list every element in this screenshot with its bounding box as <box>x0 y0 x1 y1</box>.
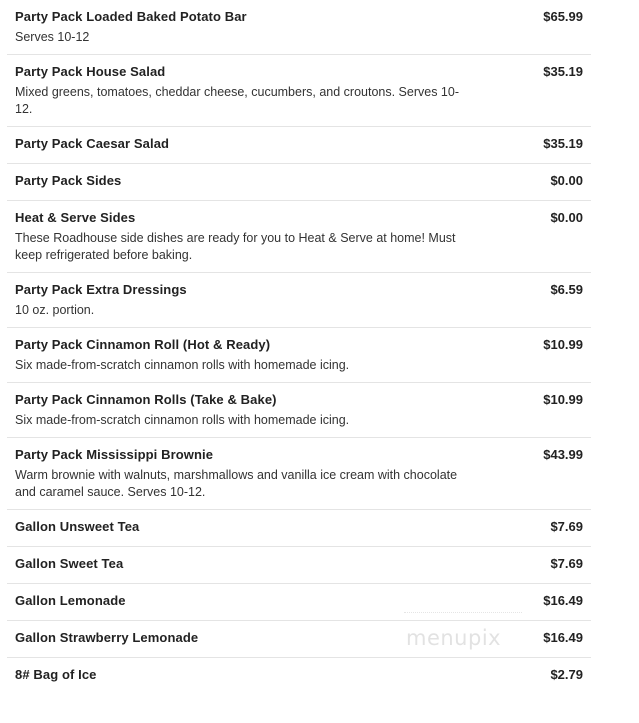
menu-list <box>7 0 591 694</box>
item-name: Heat & Serve Sides <box>15 210 136 225</box>
item-name: Gallon Sweet Tea <box>15 556 124 571</box>
item-name: Party Pack Caesar Salad <box>15 136 170 151</box>
menu-item-mississippi-brownie[interactable] <box>7 438 591 510</box>
item-description: Warm brownie with walnuts, marshmallows and vanilla ice cream with chocolate and caramel sauce. Serves 10-12. <box>15 468 458 499</box>
item-description: Mixed greens, tomatoes, cheddar cheese, cucumbers, and croutons. Serves 10-12. <box>15 85 459 116</box>
item-name: Gallon Strawberry Lemonade <box>15 630 199 645</box>
menu-item-house-salad[interactable] <box>7 55 591 127</box>
item-name: Party Pack Cinnamon Rolls (Take & Bake) <box>15 392 277 407</box>
menu-item-gallon-unsweet-tea[interactable] <box>7 510 591 547</box>
item-description: Six made-from-scratch cinnamon rolls with homemade icing. <box>15 413 350 427</box>
item-price: $2.79 <box>550 667 583 682</box>
item-price: $35.19 <box>543 64 583 79</box>
item-description: 10 oz. portion. <box>15 303 95 317</box>
menu-item-loaded-baked-potato-bar[interactable] <box>7 0 591 55</box>
menu-item-gallon-sweet-tea[interactable] <box>7 547 591 584</box>
item-name: Party Pack Sides <box>15 173 122 188</box>
item-price: $16.49 <box>543 593 583 608</box>
item-price: $65.99 <box>543 9 583 24</box>
item-description: These Roadhouse side dishes are ready for you to Heat & Serve at home! Must keep refrigerated before baking. <box>15 231 456 262</box>
item-price: $7.69 <box>550 556 583 571</box>
menu-item-extra-dressings[interactable] <box>7 273 591 328</box>
item-name: Party Pack House Salad <box>15 64 166 79</box>
item-description: Serves 10-12 <box>15 30 90 44</box>
item-name: Gallon Lemonade <box>15 593 126 608</box>
menu-item-bag-of-ice[interactable] <box>7 658 591 694</box>
item-name: Party Pack Cinnamon Roll (Hot & Ready) <box>15 337 271 352</box>
watermark-text: menupix <box>406 626 502 650</box>
item-name: Gallon Unsweet Tea <box>15 519 140 534</box>
item-name: Party Pack Extra Dressings <box>15 282 187 297</box>
menu-item-gallon-lemonade[interactable] <box>7 584 591 621</box>
item-price: $35.19 <box>543 136 583 151</box>
item-price: $0.00 <box>550 210 583 225</box>
item-name: 8# Bag of Ice <box>15 667 97 682</box>
item-name: Party Pack Loaded Baked Potato Bar <box>15 9 247 24</box>
item-price: $7.69 <box>550 519 583 534</box>
menu-item-gallon-strawberry-lemonade[interactable] <box>7 621 591 658</box>
menu-item-caesar-salad[interactable] <box>7 127 591 164</box>
item-price: $0.00 <box>550 173 583 188</box>
menu-item-cinnamon-rolls-take-bake[interactable] <box>7 383 591 438</box>
item-price: $10.99 <box>543 337 583 352</box>
item-name: Party Pack Mississippi Brownie <box>15 447 214 462</box>
menu-item-heat-and-serve-sides[interactable] <box>7 201 591 273</box>
item-price: $10.99 <box>543 392 583 407</box>
menu-item-sides[interactable] <box>7 164 591 201</box>
item-price: $16.49 <box>543 630 583 645</box>
item-description: Six made-from-scratch cinnamon rolls with homemade icing. <box>15 358 350 372</box>
item-price: $43.99 <box>543 447 583 462</box>
item-price: $6.59 <box>550 282 583 297</box>
menu-item-cinnamon-roll-hot-ready[interactable] <box>7 328 591 383</box>
